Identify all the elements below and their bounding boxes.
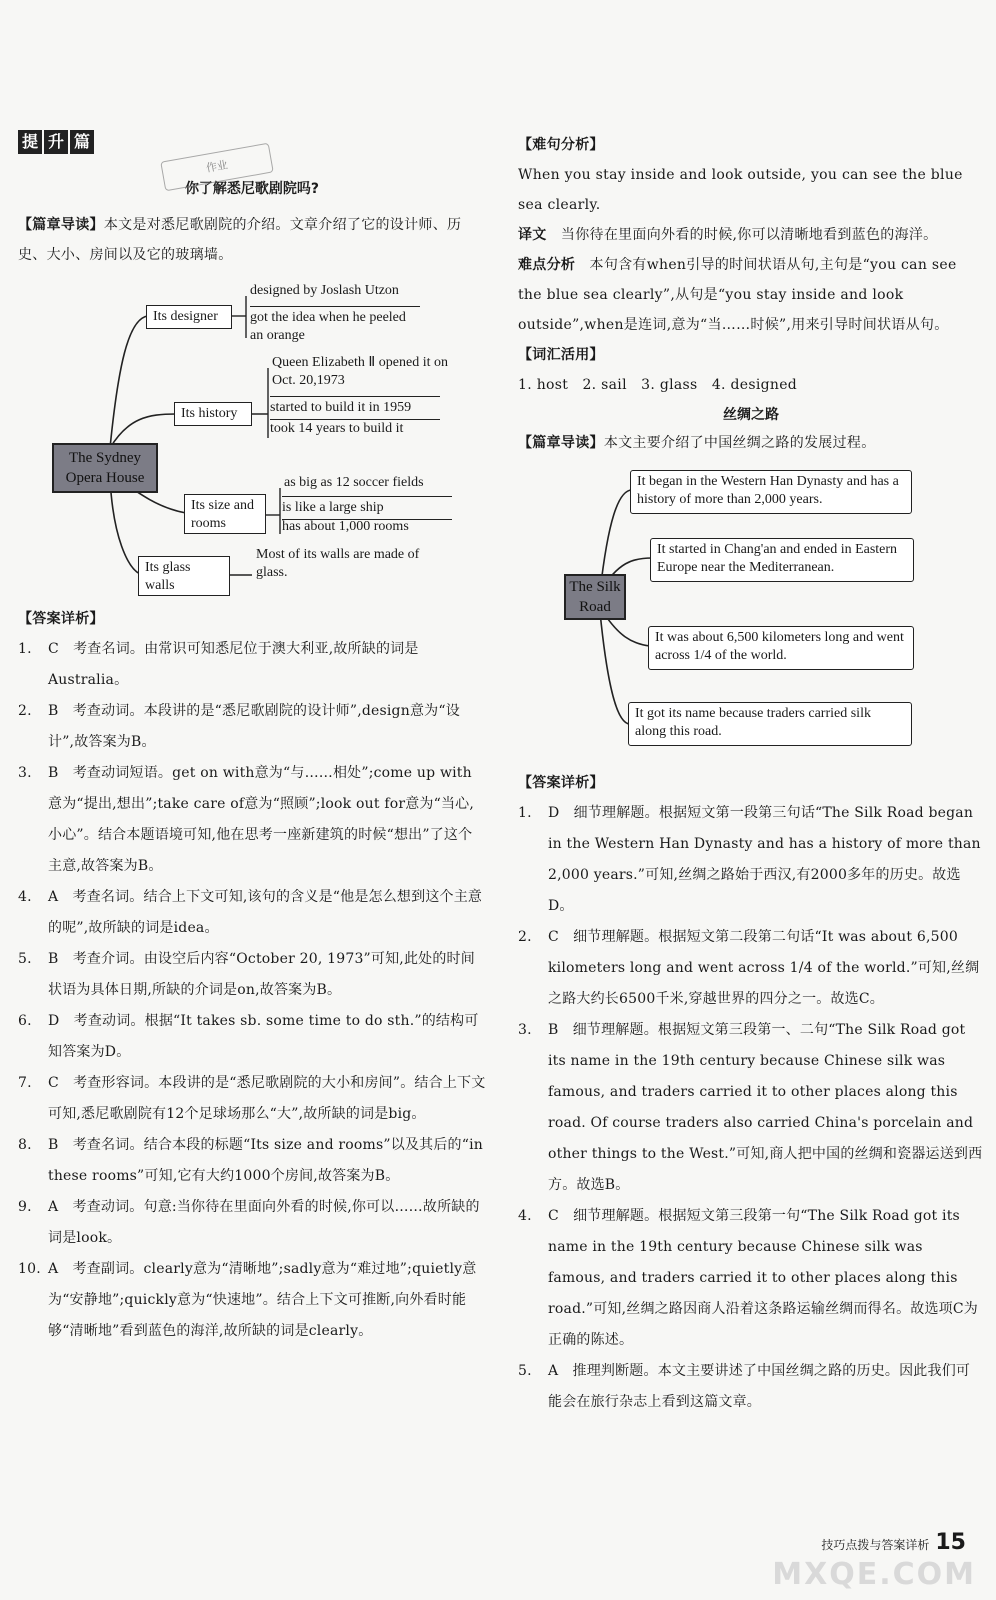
analysis-paragraph <box>518 250 984 340</box>
mindmap-center-node: The Silk Road <box>564 574 626 620</box>
branch-glass-walls: Its glass walls <box>138 556 230 596</box>
answer-item: 5. A 推理判断题。本文主要讲述了中国丝绸之路的历史。因此我们可能会在旅行杂志上看到这篇文章。 <box>518 1363 971 1410</box>
left-answer-list <box>18 634 486 1347</box>
answer-item: 8. B 考查名词。结合本段的标题“Its size and rooms”以及其后的“in these rooms”可知,它有大约1000个房间,故答案为B。 <box>18 1137 484 1184</box>
intro-paragraph <box>18 210 486 270</box>
mindmap-center-node: The Sydney Opera House <box>52 443 158 493</box>
silk-road-fact-box: It began in the Western Han Dynasty and has a history of more than 2,000 years. <box>630 470 912 514</box>
intro-label: 【篇章导读】 <box>518 435 604 451</box>
opera-house-mindmap <box>18 278 486 598</box>
right-column <box>518 130 984 1418</box>
analysis-label: 难点分析 <box>518 257 576 273</box>
section-tag-char: 提 <box>18 130 42 154</box>
translation-text: 当你待在里面向外看的时候,你可以清晰地看到蓝色的海洋。 <box>560 227 938 243</box>
branch-size-rooms: Its size and rooms <box>184 494 266 534</box>
translation-label: 译文 <box>518 227 547 243</box>
answer-item: 9. A 考查动词。句意:当你待在里面向外看的时候,你可以……故所缺的词是look。 <box>18 1199 480 1246</box>
vocab-answers: 1. host 2. sail 3. glass 4. designed <box>518 377 798 393</box>
answer-item: 1. D 细节理解题。根据短文第一段第三句话“The Silk Road began in the Western Han Dynasty and has a history of more than 2,000 years.”可知,丝绸之路始于西汉,有2000多年的历史。故选D。 <box>518 805 981 914</box>
glass-detail: Most of its walls are made of glass. <box>256 547 420 580</box>
history-detail: took 14 years to build it <box>270 421 404 436</box>
answer-item: 4. A 考查名词。结合上下文可知,该句的含义是“他是怎么想到这个主意的呢”,故所缺的词是idea。 <box>18 889 483 936</box>
translation-paragraph <box>518 220 984 250</box>
size-detail: is like a large ship <box>282 496 452 520</box>
size-detail: as big as 12 soccer fields <box>284 475 424 490</box>
page-footer <box>821 1530 966 1555</box>
section-tag-char: 篇 <box>70 130 94 154</box>
answer-item: 1. C 考查名词。由常识可知悉尼位于澳大利亚,故所缺的词是Australia。 <box>18 641 419 688</box>
intro-paragraph <box>518 428 984 458</box>
answer-item: 4. C 细节理解题。根据短文第三段第一句“The Silk Road got its name in the 19th century because Chinese silk was famous, and traders carried it to other places along this road.”可知,丝绸之路因商人沿着这条路运输丝绸而得名。故选项C为正确的陈述。 <box>518 1208 978 1348</box>
difficult-sentence: When you stay inside and look outside, you can see the blue sea clearly. <box>518 167 963 213</box>
history-detail: started to build it in 1959 <box>270 396 440 420</box>
vocab-heading: 【词汇活用】 <box>518 347 604 363</box>
answer-item: 5. B 考查介词。由设空后内容“October 20, 1973”可知,此处的时间状语为具体日期,所缺的介词是on,故答案为B。 <box>18 951 475 998</box>
right-answer-list <box>518 798 984 1418</box>
designer-detail: designed by Joslash Utzon <box>250 283 399 298</box>
intro-text: 本文主要介绍了中国丝绸之路的发展过程。 <box>603 435 876 451</box>
answer-item: 2. C 细节理解题。根据短文第二段第二句话“It was about 6,500 kilometers long and went across 1/4 of the world.”可知,丝绸之路大约长6500千米,穿越世界的四分之一。故选C。 <box>518 929 980 1007</box>
intro-text: 本文是对悉尼歌剧院的介绍。文章介绍了它的设计师、历史、大小、房间以及它的玻璃墙。 <box>18 217 462 263</box>
answer-item: 3. B 考查动词短语。get on with意为“与……相处”;come up with意为“提出,想出”;take care of意为“照顾”;look out for意为“当心,小心”。结合本题语境可知,他在思考一座新建筑的时候“想出”了这个主意,故答案为B。 <box>18 765 475 874</box>
history-detail: Queen Elizabeth Ⅱ opened it on Oct. 20,1973 <box>272 355 448 388</box>
intro-label: 【篇章导读】 <box>18 217 104 233</box>
branch-history: Its history <box>174 402 252 426</box>
passage-title: 丝绸之路 <box>723 407 779 423</box>
page-number: 15 <box>935 1530 966 1555</box>
answers-heading: 【答案详析】 <box>518 775 604 791</box>
difficult-sentence-heading: 【难句分析】 <box>518 137 604 153</box>
branch-designer: Its designer <box>146 305 232 329</box>
passage-title: 你了解悉尼歌剧院吗? <box>184 181 320 197</box>
answer-item: 10. A 考查副词。clearly意为“清晰地”;sadly意为“难过地”;quietly意为“安静地”;quickly意为“快速地”。结合上下文可推断,向外看时能够“清晰地”看到蓝色的海洋,故所缺的词是clearly。 <box>18 1261 477 1339</box>
silk-road-mindmap <box>518 462 984 762</box>
left-column <box>18 130 486 1347</box>
designer-detail: got the idea when he peeled an orange <box>250 306 420 345</box>
answer-item: 6. D 考查动词。根据“It takes sb. some time to do sth.”的结构可知答案为D。 <box>18 1013 479 1060</box>
homework-stamp: 作业 <box>160 143 274 192</box>
site-watermark: MXQE.COM <box>772 1557 976 1592</box>
section-tag-char: 升 <box>44 130 68 154</box>
footer-label: 技巧点拨与答案详析 <box>821 1538 930 1552</box>
silk-road-fact-box: It started in Chang'an and ended in Eastern Europe near the Mediterranean. <box>650 538 914 582</box>
section-tag <box>18 130 94 154</box>
answer-item: 7. C 考查形容词。本段讲的是“悉尼歌剧院的大小和房间”。结合上下文可知,悉尼歌剧院有12个足球场那么“大”,故所缺的词是big。 <box>18 1075 486 1122</box>
silk-road-fact-box: It got its name because traders carried silk along this road. <box>628 702 912 746</box>
silk-road-fact-box: It was about 6,500 kilometers long and went across 1/4 of the world. <box>648 626 914 670</box>
answer-item: 3. B 细节理解题。根据短文第三段第一、二句“The Silk Road got its name in the 19th century because Chinese silk was famous, and traders carried it to other places along this road. Of course traders also carried China's porcelain and other things to the West.”可知,商人把中国的丝绸和瓷器运送到西方。故选B。 <box>518 1022 983 1193</box>
answers-heading: 【答案详析】 <box>18 611 104 627</box>
answer-item: 2. B 考查动词。本段讲的是“悉尼歌剧院的设计师”,design意为“设计”,故答案为B。 <box>18 703 460 750</box>
size-detail: has about 1,000 rooms <box>282 519 409 534</box>
analysis-text: 本句含有when引导的时间状语从句,主句是“you can see the blue sea clearly”,从句是“you stay inside and look outside”,when是连词,意为“当……时候”,用来引导时间状语从句。 <box>518 257 957 333</box>
